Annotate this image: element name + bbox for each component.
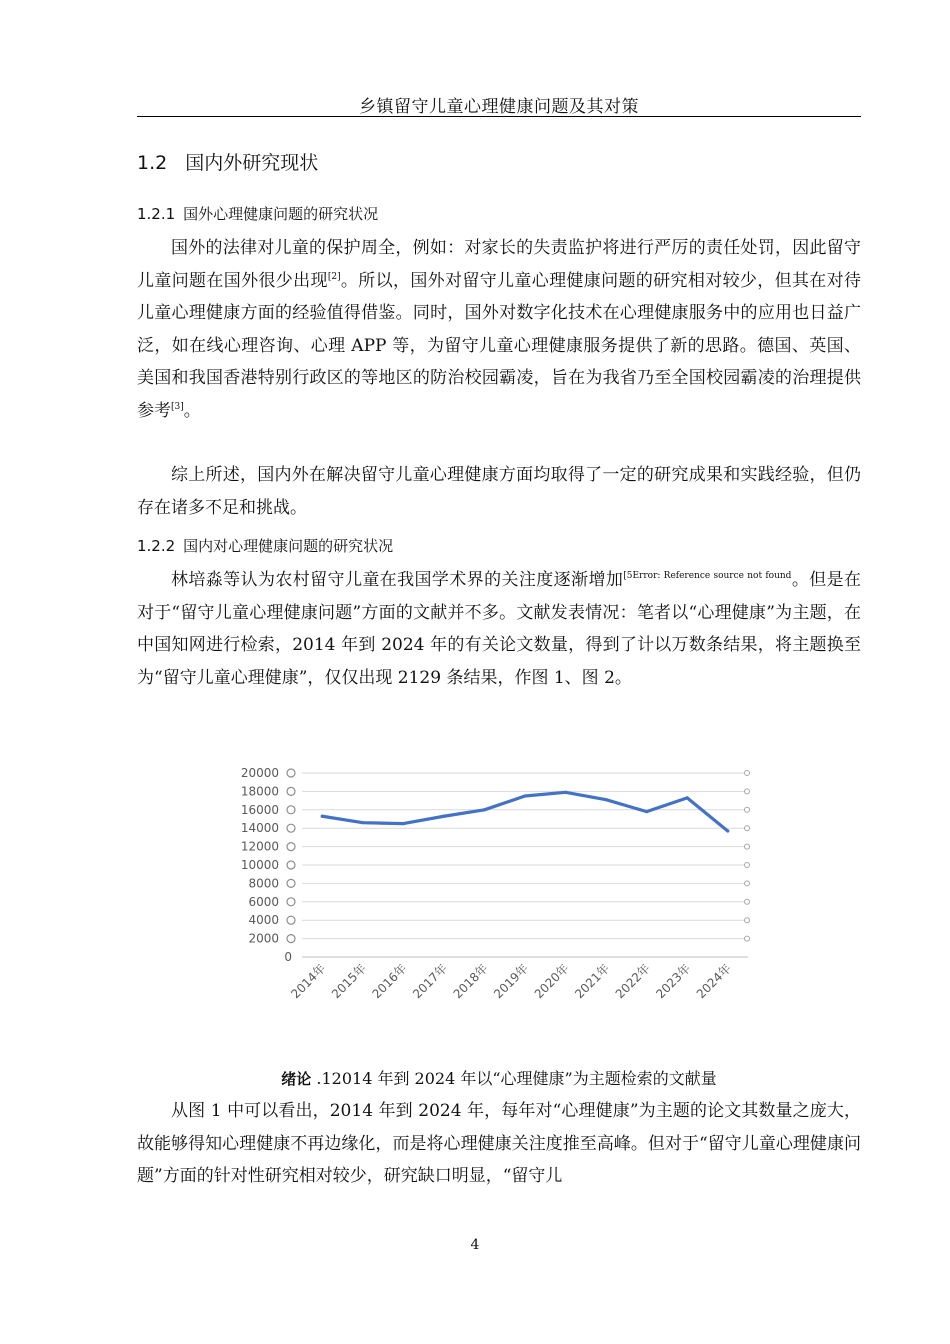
x-tick-label: 2014年 bbox=[288, 961, 329, 1002]
y-axis-marker-left bbox=[287, 824, 295, 832]
x-tick-label: 2019年 bbox=[491, 961, 532, 1002]
paragraph-3-text-b: 。但是在对于“留守儿童心理健康问题”方面的文献并不多。文献发表情况：笔者以“心理健康”为主题，在中国知网进行检索，2014 年到 2024 年的有关论文数量，得到了计以万数条结果，将主题换至为“留守儿童心理健康”，仅仅出现 2129 条结果，作图 1、图 2。 bbox=[137, 570, 862, 688]
data-point bbox=[645, 810, 648, 813]
y-tick-label: 10000 bbox=[240, 858, 279, 872]
y-tick-label: 16000 bbox=[240, 802, 279, 817]
x-tick-label: 2022年 bbox=[612, 961, 653, 1002]
y-axis-marker-right bbox=[745, 863, 750, 868]
y-axis-marker-right bbox=[745, 936, 750, 941]
paragraph-1-text-a: 国外的法律对儿童的保护周全，例如：对家长的失责监护将进行严厉的责任处罚，因此留守儿童问题在国外很少出现 bbox=[137, 238, 861, 291]
paragraph-2: 综上所述，国内外在解决留守儿童心理健康方面均取得了一定的研究成果和实践经验，但仍存在诸多不足和挑战。 bbox=[137, 465, 861, 518]
data-point bbox=[564, 791, 567, 794]
y-tick-label: 8000 bbox=[248, 876, 279, 891]
subsection-heading-1 bbox=[137, 203, 378, 224]
y-tick-label: 0 bbox=[284, 950, 292, 964]
x-tick-label: 2023年 bbox=[653, 961, 694, 1002]
subsection-title-2: 国内对心理健康问题的研究状况 bbox=[183, 537, 394, 555]
y-axis-marker-left bbox=[287, 861, 295, 869]
y-axis-marker-left bbox=[287, 916, 295, 924]
data-point bbox=[726, 829, 729, 832]
data-point bbox=[321, 815, 324, 818]
x-tick-label: 2021年 bbox=[572, 961, 613, 1002]
citation-3: [3] bbox=[171, 401, 184, 412]
x-tick-label: 2018年 bbox=[450, 961, 491, 1002]
section-heading bbox=[137, 148, 318, 175]
figure-caption-prefix: 绪论 bbox=[281, 1070, 312, 1088]
figure-caption-text: .12014 年到 2024 年以“心理健康”为主题检索的文献量 bbox=[311, 1069, 717, 1088]
subsection-title-1: 国外心理健康问题的研究状况 bbox=[183, 205, 379, 223]
data-point bbox=[402, 822, 405, 825]
x-tick-label: 2024年 bbox=[693, 961, 734, 1002]
data-point bbox=[483, 808, 486, 811]
y-tick-label: 4000 bbox=[248, 913, 279, 928]
y-axis-marker-left bbox=[287, 935, 295, 943]
x-tick-label: 2016年 bbox=[369, 961, 410, 1002]
y-axis-marker-right bbox=[745, 789, 750, 794]
figure-caption bbox=[137, 1066, 861, 1089]
paragraph-4: 从图 1 中可以看出，2014 年到 2024 年，每年对“心理健康”为主题的论文其数量之庞大，故能够得知心理健康不再边缘化，而是将心理健康关注度推至高峰。但对于“留守儿童心理健康问题”方面的针对性研究相对较少，研究缺口明显，“留守儿 bbox=[137, 1101, 861, 1187]
y-axis-marker-left bbox=[287, 898, 295, 906]
series-line bbox=[322, 792, 727, 831]
subsection-heading-2 bbox=[137, 535, 393, 556]
y-tick-label: 12000 bbox=[240, 839, 279, 854]
line-chart-literature-count bbox=[240, 755, 760, 1055]
y-tick-label: 20000 bbox=[240, 766, 279, 780]
y-axis-marker-right bbox=[745, 771, 750, 776]
paragraph-1-text-b: 。所以，国外对留守儿童心理健康问题的研究相对较少，但其在对待儿童心理健康方面的经验值得借鉴。同时，国外对数字化技术在心理健康服务中的应用也日益广泛，如在线心理咨询、心理 APP 等，为留守儿童心理健康服务提供了新的思路。德国、英国、美国和我国香港特别行政区的等地区的防治校园霸凌，旨在为我省乃至全国校园霸凌的治理提供参考 bbox=[137, 270, 862, 421]
chart-x-tick-labels bbox=[288, 961, 734, 1002]
section-title: 国内外研究现状 bbox=[185, 152, 319, 174]
data-point bbox=[361, 821, 364, 824]
y-axis-marker-right bbox=[745, 899, 750, 904]
y-axis-marker-right bbox=[745, 844, 750, 849]
y-axis-marker-left bbox=[287, 787, 295, 795]
chart-y-tick-labels bbox=[241, 766, 292, 964]
x-tick-label: 2015年 bbox=[328, 961, 369, 1002]
y-tick-label: 14000 bbox=[240, 821, 279, 836]
citation-error: [5Error: Reference source not found bbox=[623, 571, 792, 581]
y-tick-label: 18000 bbox=[240, 784, 279, 799]
data-point bbox=[686, 796, 689, 799]
y-axis-marker-left bbox=[287, 843, 295, 851]
y-axis-marker-left bbox=[287, 769, 295, 777]
citation-2: [2] bbox=[327, 271, 341, 282]
subsection-number-2: 1.2.2 bbox=[137, 537, 176, 555]
page-number: 4 bbox=[470, 1237, 480, 1253]
y-axis-marker-right bbox=[745, 807, 750, 812]
y-axis-marker-left bbox=[287, 806, 295, 814]
x-tick-label: 2017年 bbox=[410, 961, 451, 1002]
y-axis-marker-left bbox=[287, 879, 295, 887]
section-number: 1.2 bbox=[137, 152, 168, 174]
paragraph-1-text-c: 。 bbox=[183, 400, 201, 421]
y-axis-marker-right bbox=[745, 881, 750, 886]
data-point bbox=[604, 798, 607, 801]
page-header-title: 乡镇留守儿童心理健康问题及其对策 bbox=[359, 97, 639, 117]
data-point bbox=[523, 794, 526, 797]
header-rule bbox=[137, 116, 861, 117]
chart-series bbox=[321, 791, 730, 833]
x-tick-label: 2020年 bbox=[531, 961, 572, 1002]
subsection-number-1: 1.2.1 bbox=[137, 205, 176, 223]
y-tick-label: 6000 bbox=[248, 894, 279, 909]
y-axis-marker-right bbox=[745, 826, 750, 831]
y-tick-label: 2000 bbox=[248, 931, 279, 946]
paragraph-1 bbox=[137, 232, 861, 428]
y-axis-marker-right bbox=[745, 918, 750, 923]
data-point bbox=[442, 815, 445, 818]
paragraph-3 bbox=[137, 564, 861, 694]
paragraph-3-text-a: 林培淼等认为农村留守儿童在我国学术界的关注度逐渐增加 bbox=[171, 570, 624, 590]
